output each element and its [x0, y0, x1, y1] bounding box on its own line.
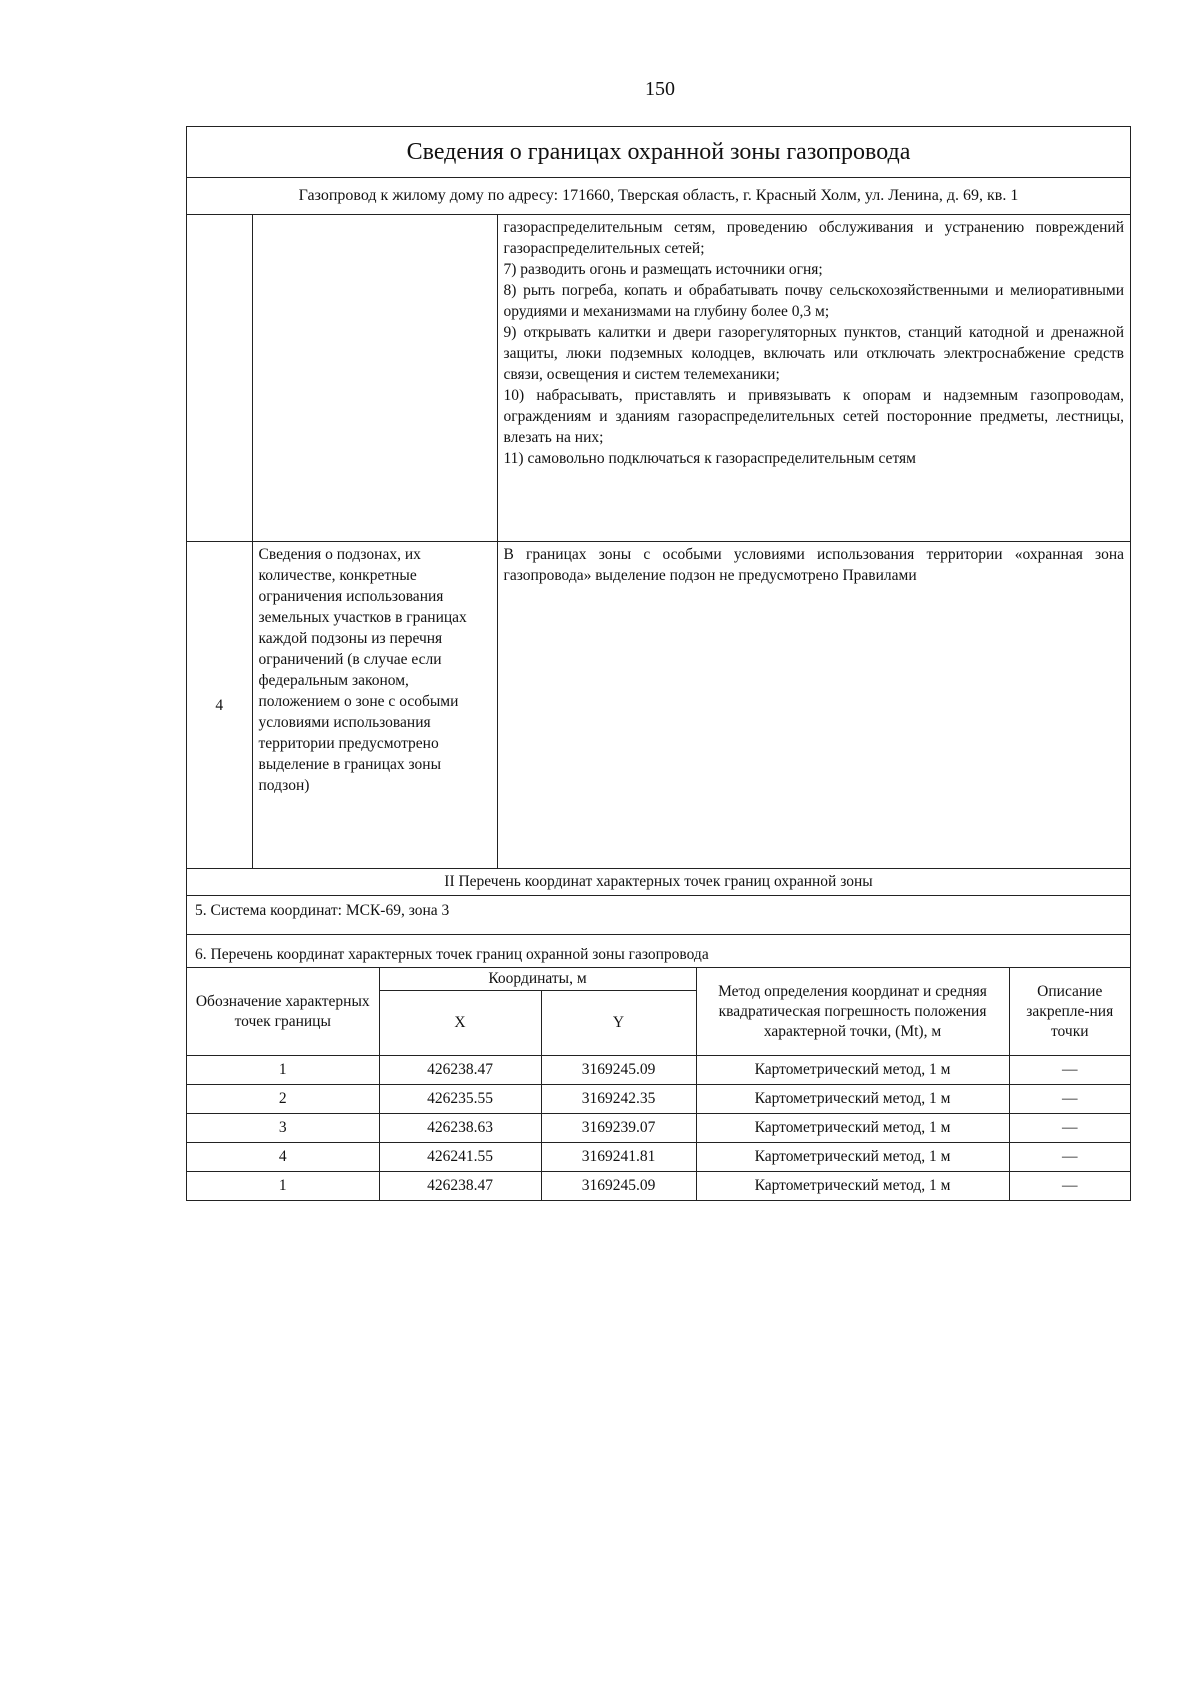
- cell-x: 426238.47: [379, 1172, 541, 1201]
- cell-y: 3169245.09: [541, 1172, 696, 1201]
- cell-x: 426241.55: [379, 1143, 541, 1172]
- restriction-line: 10) набрасывать, приставлять и привязывать к опорам и надземным газопроводам, ограждениям и зданиям газораспределительных сетей посторонние предметы, лестницы, влезать на них;: [503, 387, 1124, 446]
- table-row: [187, 1056, 1130, 1085]
- cell-method: Картометрический метод, 1 м: [696, 1143, 1009, 1172]
- header-point: Обозначение характерных точек границы: [187, 968, 379, 1056]
- cell-description: —: [1009, 1143, 1130, 1172]
- table-header-row: [187, 968, 1130, 991]
- cell-method: Картометрический метод, 1 м: [696, 1056, 1009, 1085]
- row-label-cell: [252, 215, 497, 542]
- section-heading: II Перечень координат характерных точек границ охранной зоны: [187, 869, 1130, 896]
- cell-y: 3169242.35: [541, 1085, 696, 1114]
- cell-description: —: [1009, 1114, 1130, 1143]
- cell-description: —: [1009, 1085, 1130, 1114]
- cell-point: 1: [187, 1056, 379, 1085]
- cell-method: Картометрический метод, 1 м: [696, 1172, 1009, 1201]
- coordinates-list-title: 6. Перечень координат характерных точек границ охранной зоны газопровода: [195, 946, 709, 963]
- document-frame: [186, 126, 1131, 1201]
- restriction-line: газораспределительным сетям, проведению обслуживания и устранению повреждений газораспределительных сетей;: [503, 219, 1124, 257]
- header-method: Метод определения координат и средняя квадратическая погрешность положения характерной точки, (Mt), м: [696, 968, 1009, 1056]
- row-label-cell: Сведения о подзонах, их количестве, конкретные ограничения использования земельных участков в границах каждой подзоны из перечня ограничений (в случае если федеральным законом, положением о зоне с особыми условиями использования территории предусмотрено выделение в границах зоны подзон): [252, 542, 497, 869]
- page-number: 150: [645, 78, 675, 100]
- cell-y: 3169241.81: [541, 1143, 696, 1172]
- row-number-cell: 4: [187, 542, 252, 869]
- coordinate-system: 5. Система координат: МСК-69, зона 3: [187, 896, 1130, 935]
- cell-point: 4: [187, 1143, 379, 1172]
- cell-point: 1: [187, 1172, 379, 1201]
- row-number-cell: [187, 215, 252, 542]
- restriction-line: 11) самовольно подключаться к газораспределительным сетям: [503, 450, 916, 467]
- table-row: [187, 542, 1130, 869]
- table-row: [187, 1143, 1130, 1172]
- cell-y: 3169239.07: [541, 1114, 696, 1143]
- row-value-cell: В границах зоны с особыми условиями использования территории «охранная зона газопровода» выделение подзон не предусмотрено Правилами: [497, 542, 1130, 869]
- header-coordinates: Координаты, м: [379, 968, 696, 991]
- restriction-line: 7) разводить огонь и размещать источники огня;: [503, 261, 823, 278]
- cell-description: —: [1009, 1056, 1130, 1085]
- cell-x: 426235.55: [379, 1085, 541, 1114]
- table-row: [187, 1172, 1130, 1201]
- cell-method: Картометрический метод, 1 м: [696, 1114, 1009, 1143]
- coordinates-table: [187, 967, 1130, 1200]
- restriction-line: 9) открывать калитки и двери газорегуляторных пунктов, станций катодной и дренажной защиты, люки подземных колодцев, включать или отключать электроснабжение средств связи, освещения и систем телемеханики;: [503, 324, 1124, 383]
- cell-point: 2: [187, 1085, 379, 1114]
- document-title: Сведения о границах охранной зоны газопровода: [187, 127, 1130, 178]
- table-row: [187, 1114, 1130, 1143]
- header-x: X: [379, 991, 541, 1056]
- row-value-cell: [497, 215, 1130, 542]
- cell-x: 426238.63: [379, 1114, 541, 1143]
- cell-method: Картометрический метод, 1 м: [696, 1085, 1009, 1114]
- info-table: [187, 215, 1130, 869]
- table-row: [187, 215, 1130, 542]
- table-row: [187, 1085, 1130, 1114]
- cell-x: 426238.47: [379, 1056, 541, 1085]
- document-subtitle: Газопровод к жилому дому по адресу: 171660, Тверская область, г. Красный Холм, ул. Ленина, д. 69, кв. 1: [187, 178, 1130, 215]
- cell-y: 3169245.09: [541, 1056, 696, 1085]
- header-y: Y: [541, 991, 696, 1056]
- cell-point: 3: [187, 1114, 379, 1143]
- restriction-line: 8) рыть погреба, копать и обрабатывать почву сельскохозяйственными и мелиоративными орудиями и механизмами на глубину более 0,3 м;: [503, 282, 1124, 320]
- cell-description: —: [1009, 1172, 1130, 1201]
- header-description: Описание закрепле-ния точки: [1009, 968, 1130, 1056]
